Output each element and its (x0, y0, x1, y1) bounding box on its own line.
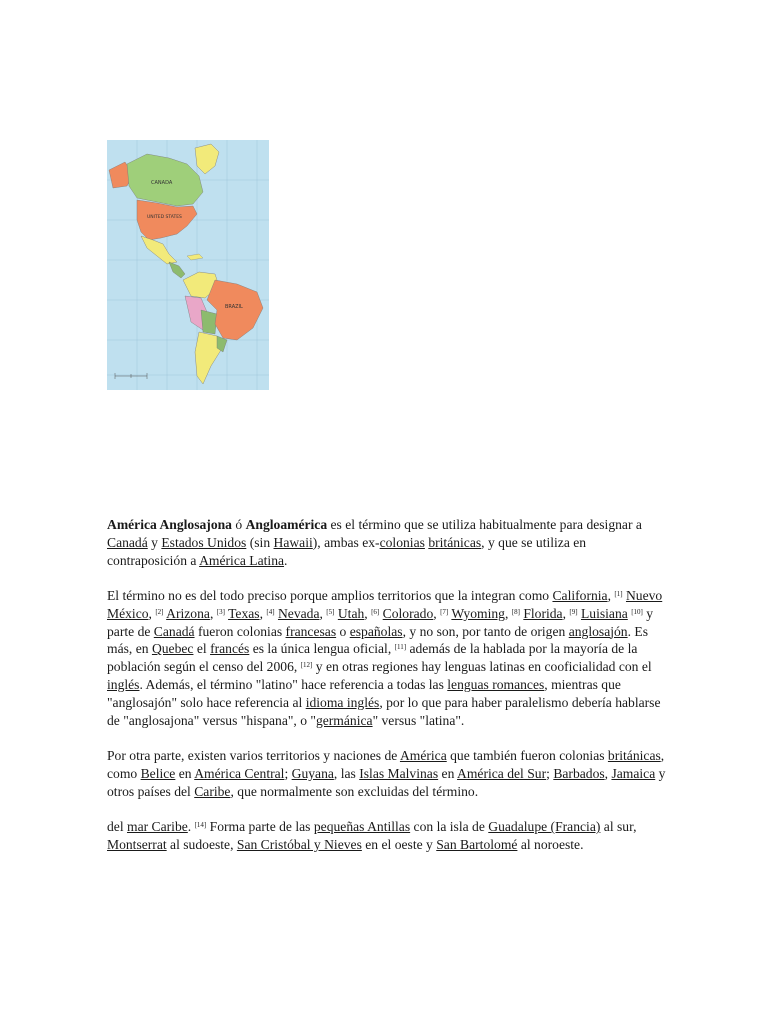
link-francesas[interactable]: francesas (285, 623, 337, 639)
link-pequenas-antillas[interactable]: pequeñas Antillas (313, 818, 411, 834)
text-run: . Además, el término "latino" hace referencia a todas las (139, 676, 448, 692)
text-run: del (107, 818, 128, 834)
text-run: " versus "latina". (372, 712, 465, 728)
text-run: en el oeste y (361, 836, 437, 852)
link-colorado[interactable]: Colorado (382, 605, 434, 621)
text-run: además de la hablada por la mayoría de la población según el censo del 2006, (107, 641, 638, 675)
map-label-canada: CANADA (151, 180, 173, 186)
text-run: , como (107, 747, 665, 781)
text-run: es la única lengua oficial, (249, 641, 395, 657)
link-america-latina[interactable]: América Latina (199, 552, 285, 568)
text-run: , mientras que "anglosajón" solo hace referencia al (107, 676, 621, 710)
text-run: Por otra parte, existen varios territorios y naciones de (107, 747, 400, 763)
link-montserrat[interactable]: Montserrat (107, 836, 167, 852)
link-san-cristobal-y-nieves[interactable]: San Cristóbal y Nieves (236, 836, 362, 852)
text-run: , (364, 605, 372, 621)
link-america-del-sur[interactable]: América del Sur (457, 765, 547, 781)
reference-12[interactable]: [12] (300, 661, 313, 670)
link-mar-caribe[interactable]: mar Caribe (127, 818, 188, 834)
text-run: en (175, 765, 195, 781)
text-run: El término no es del todo preciso porque amplios territorios que la integran como (107, 587, 553, 603)
reference-2[interactable]: [2] (155, 607, 164, 616)
text-run: ; (546, 765, 554, 781)
link-ingles[interactable]: inglés (107, 676, 140, 692)
text-run: con la isla de (410, 818, 489, 834)
text-run: , (607, 587, 615, 603)
text-run: al noroeste. (517, 836, 584, 852)
text-run: , (604, 765, 612, 781)
americas-map-graphic (107, 140, 269, 390)
reference-14[interactable]: [14] (194, 820, 207, 829)
text-run: , (319, 605, 327, 621)
link-caribe[interactable]: Caribe (194, 783, 231, 799)
text-run: , y que se utiliza en contraposición a (107, 534, 587, 568)
text-run: . (284, 552, 288, 568)
link-san-bartolome[interactable]: San Bartolomé (436, 836, 518, 852)
text-run: que también fueron colonias (446, 747, 608, 763)
link-canada[interactable]: Canadá (153, 623, 195, 639)
reference-11[interactable]: [11] (394, 643, 407, 652)
reference-10[interactable]: [10] (631, 607, 643, 616)
reference-5[interactable]: [5] (326, 607, 335, 616)
link-hawaii[interactable]: Hawaii (273, 534, 313, 550)
text-run: y en otras regiones hay lenguas latinas en cooficialidad con el (312, 659, 652, 675)
link-guyana[interactable]: Guyana (291, 765, 334, 781)
link-jamaica[interactable]: Jamaica (611, 765, 656, 781)
text-run: , las (333, 765, 360, 781)
text-run: al sur, (600, 818, 637, 834)
term-america-anglosajona: América Anglosajona (107, 517, 232, 532)
text-run: , (259, 605, 267, 621)
text-run: , y no son, por tanto de origen (402, 623, 569, 639)
term-angloamerica: Angloamérica (245, 517, 328, 532)
reference-8[interactable]: [8] (511, 607, 520, 616)
paragraph-other-territories (107, 747, 667, 800)
text-run: . Es más, en (107, 623, 648, 657)
text-run: ; (284, 765, 292, 781)
link-britanicas[interactable]: británicas (607, 747, 661, 763)
link-britanicas[interactable]: británicas (428, 534, 482, 550)
paragraph-territories (107, 587, 667, 729)
link-canada[interactable]: Canadá (107, 534, 148, 550)
reference-7[interactable]: [7] (440, 607, 449, 616)
text-run: . (187, 818, 195, 834)
text-run: y (147, 534, 162, 550)
text-run: es el término que se utiliza habitualmente para designar a (327, 517, 642, 532)
reference-1[interactable]: [1] (614, 589, 623, 598)
link-colonias[interactable]: colonias (379, 534, 425, 550)
text-run: fueron colonias (194, 623, 286, 639)
text-run: , (209, 605, 217, 621)
link-guadalupe[interactable]: Guadalupe (Francia) (488, 818, 601, 834)
americas-map-image (107, 140, 269, 390)
text-run: , que normalmente son excluidas del término. (230, 783, 479, 799)
text-run: Forma parte de las (206, 818, 314, 834)
link-germanica[interactable]: germánica (315, 712, 373, 728)
text-run: o (336, 623, 350, 639)
paragraph-caribbean (107, 818, 667, 854)
map-label-brazil: BRAZIL (225, 304, 243, 310)
link-california[interactable]: California (552, 587, 608, 603)
text-run: y otros países del (107, 765, 666, 799)
text-run: en (438, 765, 458, 781)
text-run: , (433, 605, 441, 621)
link-nuevo-mexico[interactable]: Nuevo México (107, 587, 663, 621)
reference-6[interactable]: [6] (371, 607, 380, 616)
link-arizona[interactable]: Arizona (166, 605, 210, 621)
link-barbados[interactable]: Barbados (553, 765, 605, 781)
text-run: , (562, 605, 570, 621)
map-label-usa: UNITED STATES (147, 215, 182, 220)
link-wyoming[interactable]: Wyoming (451, 605, 505, 621)
text-run: , por lo que para haber paralelismo debería hablarse de "anglosajona" versus "hispana", o " (107, 694, 661, 728)
link-quebec[interactable]: Quebec (151, 641, 194, 657)
link-islas-malvinas[interactable]: Islas Malvinas (359, 765, 439, 781)
text-run: al sudoeste, (166, 836, 237, 852)
link-america[interactable]: América (399, 747, 447, 763)
link-belice[interactable]: Belice (140, 765, 176, 781)
link-anglosajon[interactable]: anglosajón (568, 623, 628, 639)
text-run: y parte de (107, 605, 654, 639)
text-run: ó (231, 517, 246, 532)
paragraph-intro (107, 516, 667, 569)
text-run: , (504, 605, 512, 621)
reference-3[interactable]: [3] (216, 607, 225, 616)
text-run: el (193, 641, 211, 657)
text-run: ), ambas ex- (312, 534, 380, 550)
link-estados-unidos[interactable]: Estados Unidos (161, 534, 247, 550)
link-frances[interactable]: francés (210, 641, 250, 657)
text-run: (sin (246, 534, 274, 550)
link-florida[interactable]: Florida (523, 605, 563, 621)
reference-9[interactable]: [9] (569, 607, 578, 616)
link-lenguas-romances[interactable]: lenguas romances (447, 676, 545, 692)
link-utah[interactable]: Utah (337, 605, 365, 621)
link-luisiana[interactable]: Luisiana (580, 605, 628, 621)
link-espanolas[interactable]: españolas (349, 623, 403, 639)
article-body (107, 516, 667, 871)
reference-4[interactable]: [4] (266, 607, 275, 616)
link-texas[interactable]: Texas (228, 605, 260, 621)
link-america-central[interactable]: América Central (194, 765, 285, 781)
link-nevada[interactable]: Nevada (277, 605, 320, 621)
link-idioma-ingles[interactable]: idioma inglés (305, 694, 380, 710)
text-run: , (148, 605, 156, 621)
